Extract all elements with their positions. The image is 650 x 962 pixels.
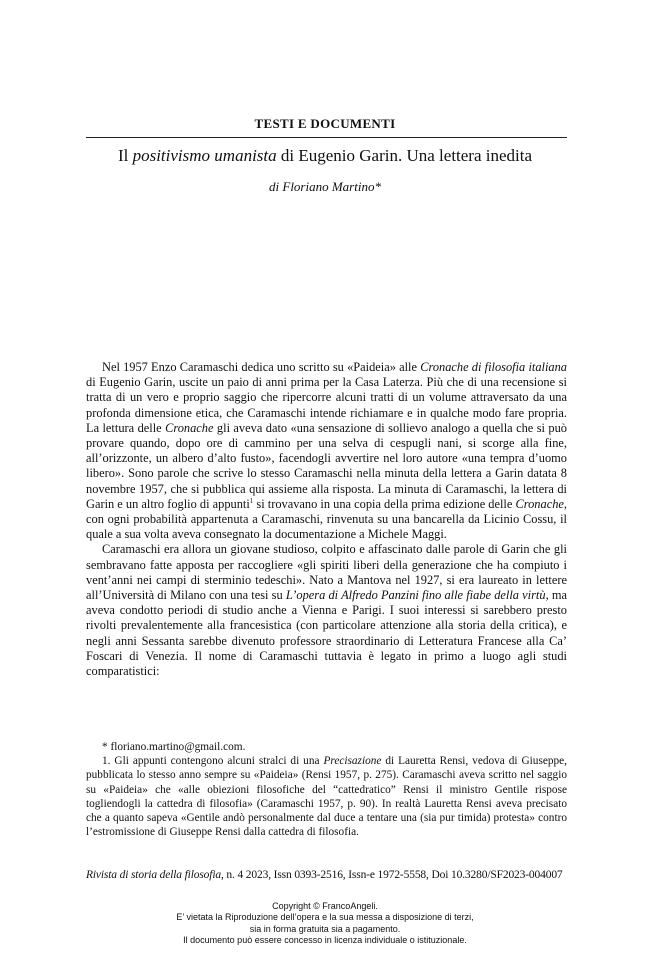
copyright-line: E’ vietata la Riproduzione dell’opera e la sua messa a disposizione di terzi, xyxy=(176,912,474,923)
body-paragraph-2: Caramaschi era allora un giovane studioso, colpito e affascinato dalle parole di Garin che gli sembravano fatte apposta per raccogliere «gli spiriti liberi della generazione che ha compiuto i vent’anni nei campi di sterminio tedeschi». Nato a Mantova nel 1927, si era laureato in lettere all’Università di Milano con una tesi su L’opera di Alfredo Panzini fino alle fiabe della virtù, ma aveva condotto periodi di studio anche a Vienna e Parigi. I suoi interessi si sarebbero presto rivolti prevalentemente alla francesistica (con particolare attenzione alla storia della critica), e negli anni Sessanta sarebbe divenuto professore straordinario di Letteratura Francese alla Ca’ Foscari di Venezia. Il nome di Caramaschi tuttavia è legato in primo a luogo agli studi comparatistici: xyxy=(86,542,567,679)
header-rule xyxy=(86,137,567,138)
body-paragraph-1: Nel 1957 Enzo Caramaschi dedica uno scritto su «Paideia» alle Cronache di filosofia italiana di Eugenio Garin, uscite un paio di anni prima per la Casa Laterza. Più che di una recensione si tratta di un vero e proprio saggio che ripercorre alcuni tratti di un volume attraversato da una profonda dimensione etica, che Caramaschi intende richiamare e in qualche modo fare propria. La lettura delle Cronache gli aveva dato «una sensazione di sollievo analogo a quella che si può provare quando, dopo ore di cammino per una selva di cespugli nani, si scorge alla fine, all’orizzonte, un albero d’alto fusto», facendogli avvertire nel loro autore «una tempra d’uomo libero». Sono parole che scrive lo stesso Caramaschi nella minuta della lettera a Garin datata 8 novembre 1957, che si pubblica qui assieme alla risposta. La minuta di Caramaschi, la lettera di Garin e un altro foglio di appunti$^1$ si trovavano in una copia della prima edizione delle Cronache, con ogni probabilità appartenuta a Caramaschi, rinvenuta su una bancarella da Licinio Cossu, il quale a sua volta aveva consegnato la documentazione a Michele Maggi. xyxy=(86,360,568,542)
copyright-line: Il documento può essere concesso in licenza individuale o istituzionale. xyxy=(183,935,467,946)
footnotes xyxy=(86,740,567,839)
title-suffix: di Eugenio Garin. Una lettera inedita xyxy=(276,146,533,165)
journal-citation: Rivista di storia della filosofia, n. 4 2023, Issn 0393-2516, Issn-e 1972-5558, Doi 10.3280/SF2023-004007 xyxy=(86,869,563,881)
section-label: TESTI E DOCUMENTI xyxy=(254,116,396,131)
copyright-line: Copyright © FrancoAngeli. xyxy=(272,901,378,911)
footnote-1: 1. Gli appunti contengono alcuni stralci di una Precisazione di Lauretta Rensi, vedova di Giuseppe, pubblicata lo stesso anno sempre su «Paideia» (Rensi 1957, p. 275). Caramaschi aveva scritto nel saggio su «Paideia» che «alle obiezioni filosofiche del “cattedratico” Rensi il ministro Gentile rispose togliendogli la cattedra di filosofia» (Caramaschi 1957, p. 90). In realtà Lauretta Rensi aveva precisato che a quanto sapeva «Gentile andò personalmente dal duce a tentare una (sia pur timida) protesta» contro l’estromissione di Giuseppe Rensi dalla cattedra di filosofia. xyxy=(86,755,567,839)
article-title xyxy=(0,145,650,167)
copyright-line: sia in forma gratuita sia a pagamento. xyxy=(249,923,401,934)
footnote-author-email: * floriano.martino@gmail.com. xyxy=(102,741,246,753)
title-prefix: Il xyxy=(117,146,133,165)
footnote-ref-1[interactable]: 1 xyxy=(249,496,254,505)
article-author: di Floriano Martino* xyxy=(269,179,381,194)
title-emphasis: positivismo umanista xyxy=(132,146,277,165)
copyright-notice xyxy=(0,901,650,947)
article-body xyxy=(86,360,567,679)
